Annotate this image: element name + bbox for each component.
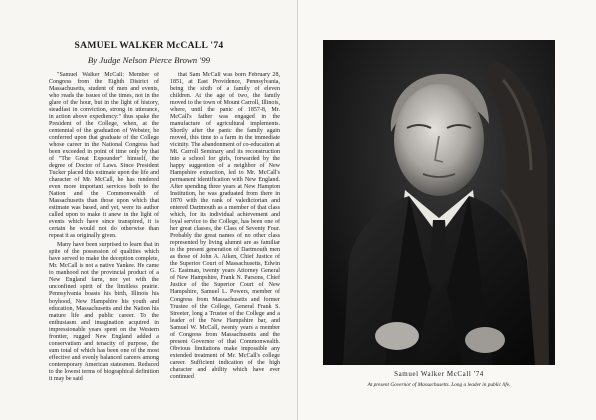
paragraph: that Sam McCall was born February 28, 1851, at East Providence, Pennsylvania, being the sixth of a family of eleven children. At the age of two, the family moved to the town of Mount Carroll, Illinois, where, until the panic of 1857-8, Mr. McCall's father was engaged in the manufacture of agricultural implements. Shortly after the panic the family again moved, this time to a farm in the immediate vicinity. The abandonment of co-education at Mt. Carroll Seminary and its reconstruction into a school for girls, forwarded by the happy suggestion of a neighbor of New Hampshire extraction, led to Mr. McCall's permanent identification with New England. After spending three years at New Hampton Institution, he was graduated from there in 1870 with the rank of valedictorian and entered Dartmouth as a member of that class which, for its individual achievement and loyal service to the College, has been one of her great classes, the Class of Seventy Four. Probably the great names of no other class represented by living alumni are as familiar to the present generation of Dartmouth men as those of John A. Aiken, Chief Justice of the Superior Court of Massachusetts, Edwin G. Eastman, twenty years Attorney General of New Hampshire, Frank N. Parsons, Chief Justice of the Superior Court of New Hampshire, Samuel L. Powers, member of Congress from Massachusetts and former Trustee of the College, General Frank S. Streeter, long a Trustee of the College and a leader of the New Hampshire bar, and Samuel W. McCall, twenty years a member of Congress from Massachusetts and the present Governor of that Commonwealth. Obvious limitations make impossible any extended treatment of Mr. McCall's college career. Sufficient indication of the high character and ability which have ever continued (170, 72, 280, 380)
article-title: SAMUEL WALKER McCALL '74 (74, 40, 224, 51)
portrait-photo (323, 40, 555, 365)
article-byline: By Judge Nelson Pierce Brown '99 (87, 55, 211, 65)
text-column-right (170, 72, 280, 417)
paragraph: Many have been surprised to learn that in spite of the possession of qualities which have served to make the deception complete, Mr. McCall is not a native Yankee. He came to manhood not the provincial product of a New England farm, nor yet with the unconfined spirit of the limitless prairie. Pennsylvania boasts his birth, Illinois his boyhood, New Hampshire his youth and education, Massachusetts and the Nation his mature life and public career. To the enthusiasm and imagination acquired in impressionable years spent on the Western frontier, rugged New England added a conservatism and tenacity of purpose, the sum total of which has been one of the most effective and evenly balanced careers among contemporary American statesmen. Reduced to the lowest terms of biographical definition it may be said (49, 242, 159, 382)
portrait-illustration (323, 40, 555, 365)
photo-caption-note: At present Governor of Massachusetts. Long a leader in public life. (367, 382, 511, 388)
text-column-left (49, 72, 159, 417)
photo-caption-name: Samuel Walker McCall '74 (394, 370, 484, 378)
paragraph: "Samuel Walker McCall: Member of Congress from the Eighth District of Massachusetts, student of men and events, who reads the issues of the times, not in the glare of the hour, but in the light of history, steadfast in conviction, strong in utterance, in action above expediency:" thus spake the President of the College, when, at the centennial of the graduation of Webster, he conferred upon that graduate of the College whose career in the National Congress had been exceeded in point of time only by that of "The Great Expounder" himself, the degree of Doctor of Laws. Since President Tucker placed this estimate upon the life and character of Mr. McCall, he has rendered even more important services both to the Nation and the Commonwealth of Massachusetts than those upon which that estimate was based, and yet, were its author called upon to make it anew in the light of events which have since transpired, it is certain he would not do otherwise than repeat it as originally given. (49, 72, 159, 240)
